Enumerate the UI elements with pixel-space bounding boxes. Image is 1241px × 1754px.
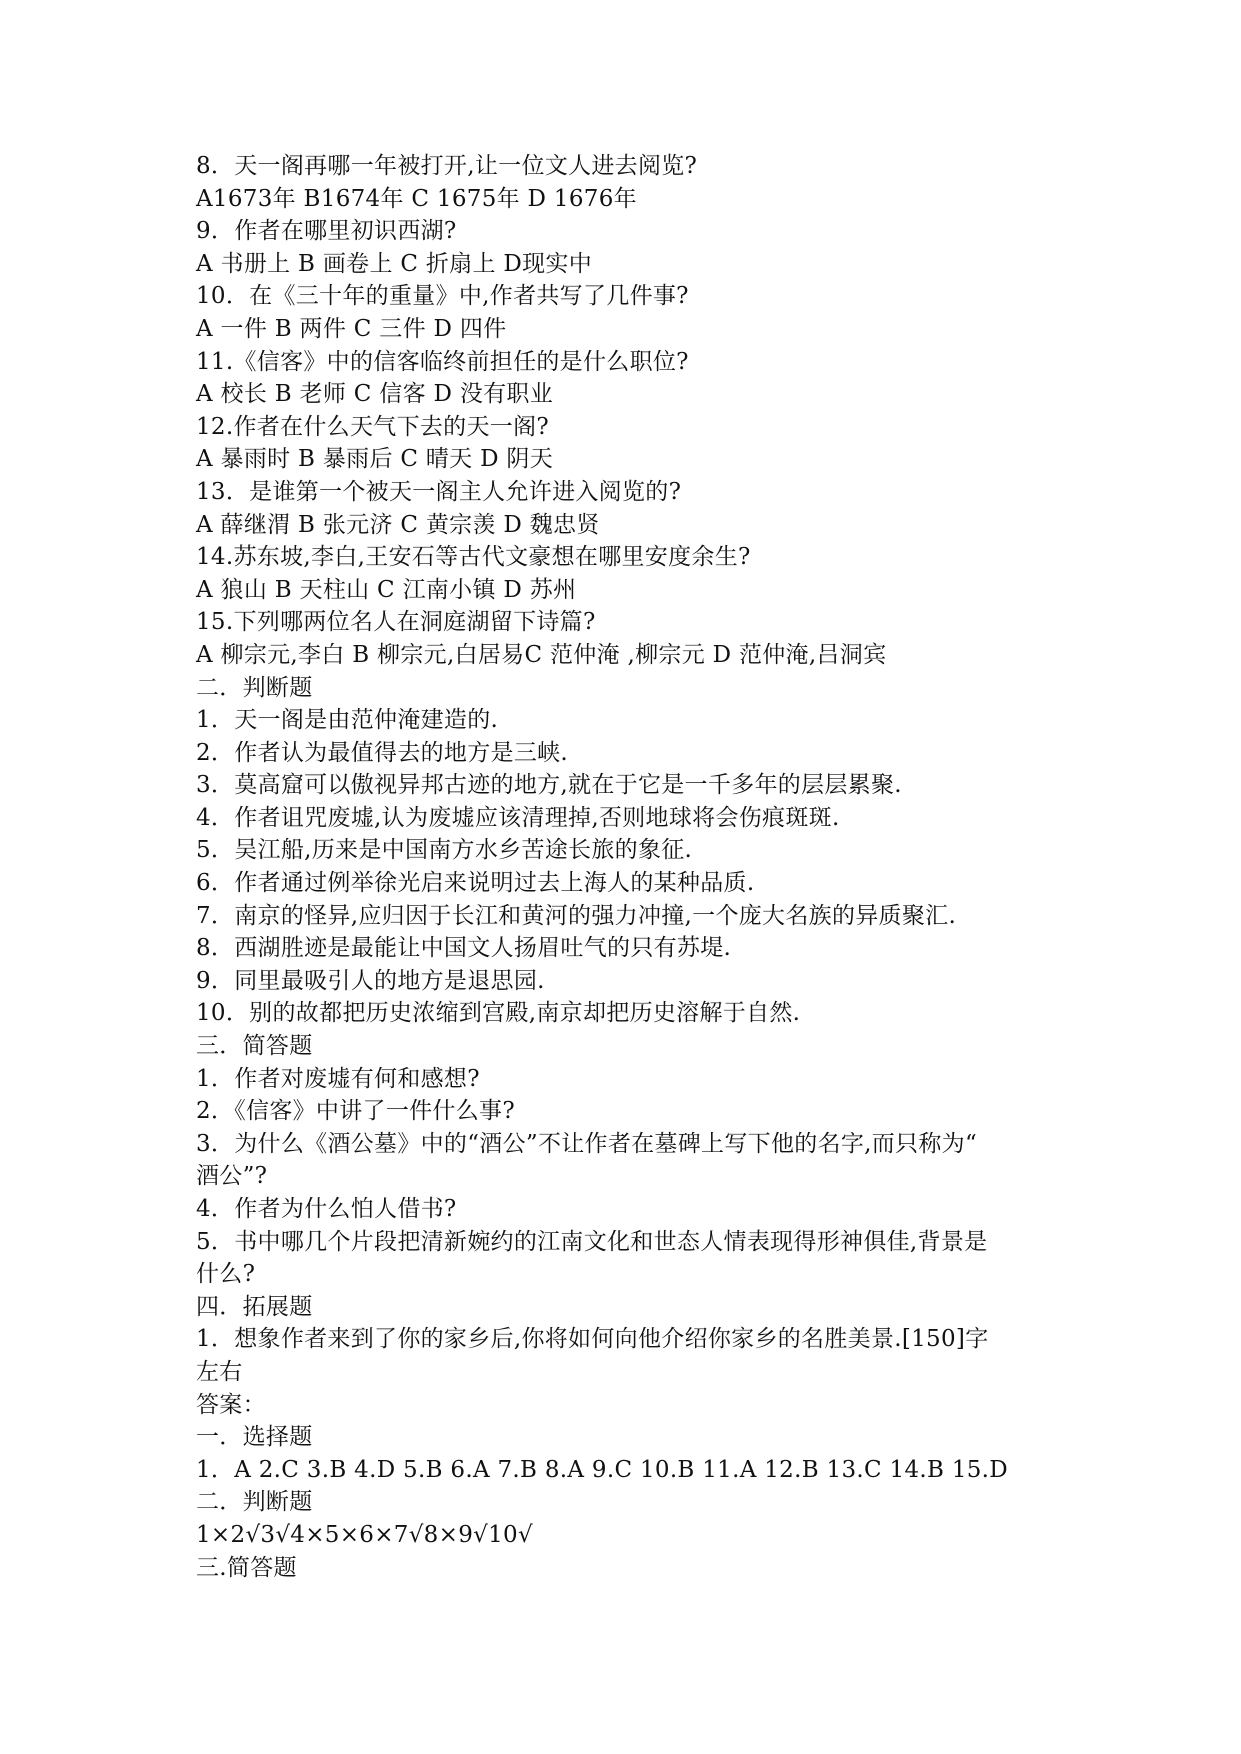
question-line: 4．作者为什么怕人借书? <box>196 1196 457 1222</box>
section-heading: 三．简答题 <box>196 1033 313 1060</box>
options-line: A 暴雨时 B 暴雨后 C 晴天 D 阴天 <box>196 446 554 473</box>
statement-line: 9．同里最吸引人的地方是退思园. <box>196 967 545 994</box>
question-line: 13．是谁第一个被天一阁主人允许进入阅览的? <box>196 478 682 505</box>
question-line: 9．作者在哪里初识西湖? <box>196 218 457 245</box>
statement-line: 4．作者诅咒废墟,认为废墟应该清理掉,否则地球将会伤痕斑斑. <box>196 804 840 831</box>
options-line: A1673年 B1674年 C 1675年 D 1676年 <box>196 185 637 212</box>
statement-line: 5．吴江船,历来是中国南方水乡苦途长旅的象征. <box>196 837 693 864</box>
question-line: 左右 <box>196 1358 243 1385</box>
question-line: 什么? <box>196 1261 256 1288</box>
question-line: 14.苏东坡,李白,王安石等古代文豪想在哪里安度余生? <box>196 544 751 571</box>
options-line: A 一件 B 两件 C 三件 D 四件 <box>196 315 507 342</box>
question-line: 11.《信客》中的信客临终前担任的是什么职位? <box>196 348 689 375</box>
statement-line: 3．莫高窟可以傲视异邦古迹的地方,就在于它是一千多年的层层累聚. <box>196 772 902 799</box>
section-heading: 三.简答题 <box>196 1554 297 1581</box>
statement-line: 10．别的故都把历史浓缩到宫殿,南京却把历史溶解于自然. <box>196 1000 801 1027</box>
statement-line: 6．作者通过例举徐光启来说明过去上海人的某种品质. <box>196 870 755 897</box>
question-line: 10．在《三十年的重量》中,作者共写了几件事? <box>196 283 689 310</box>
answers-heading: 答案： <box>196 1391 266 1418</box>
question-line: 15.下列哪两位名人在洞庭湖留下诗篇? <box>196 609 596 636</box>
section-heading: 二．判断题 <box>196 1489 313 1516</box>
statement-line: 8．西湖胜迹是最能让中国文人扬眉吐气的只有苏堤. <box>196 935 732 962</box>
options-line: A 校长 B 老师 C 信客 D 没有职业 <box>196 381 554 408</box>
question-line: 1．作者对废墟有何和感想? <box>196 1065 480 1092</box>
options-line: A 书册上 B 画卷上 C 折扇上 D现实中 <box>196 250 593 277</box>
question-line: 3．为什么《酒公墓》中的“酒公”不让作者在墓碑上写下他的名字,而只称为“ <box>196 1130 978 1157</box>
answer-line: 1．A 2.C 3.B 4.D 5.B 6.A 7.B 8.A 9.C 10.B 11.A 12.B 13.C 14.B 15.D <box>196 1456 1009 1483</box>
section-heading: 一．选择题 <box>196 1424 313 1451</box>
section-heading: 四．拓展题 <box>196 1293 313 1320</box>
question-line: 12.作者在什么天气下去的天一阁? <box>196 413 550 440</box>
statement-line: 7．南京的怪异,应归因于长江和黄河的强力冲撞,一个庞大名族的异质聚汇. <box>196 902 957 929</box>
question-line: 8．天一阁再哪一年被打开,让一位文人进去阅览? <box>196 153 698 179</box>
question-line: 酒公”? <box>196 1163 268 1190</box>
options-line: A 狼山 B 天柱山 C 江南小镇 D 苏州 <box>196 576 577 603</box>
question-line: 2．《信客》中讲了一件什么事? <box>196 1098 515 1125</box>
answer-line: 1×2√3√4×5×6×7√8×9√10√ <box>196 1521 533 1548</box>
options-line: A 薛继渭 B 张元济 C 黄宗羡 D 魏忠贤 <box>196 511 600 538</box>
document-body <box>196 150 1056 1584</box>
statement-line: 2．作者认为最值得去的地方是三峡. <box>196 739 569 766</box>
statement-line: 1．天一阁是由范仲淹建造的. <box>196 707 499 734</box>
question-line: 1．想象作者来到了你的家乡后,你将如何向他介绍你家乡的名胜美景.[150]字 <box>196 1326 989 1353</box>
section-heading: 二．判断题 <box>196 674 313 701</box>
question-line: 5．书中哪几个片段把清新婉约的江南文化和世态人情表现得形神俱佳,背景是 <box>196 1228 988 1255</box>
options-line: A 柳宗元,李白 B 柳宗元,白居易C 范仲淹 ,柳宗元 D 范仲淹,吕洞宾 <box>196 641 887 668</box>
